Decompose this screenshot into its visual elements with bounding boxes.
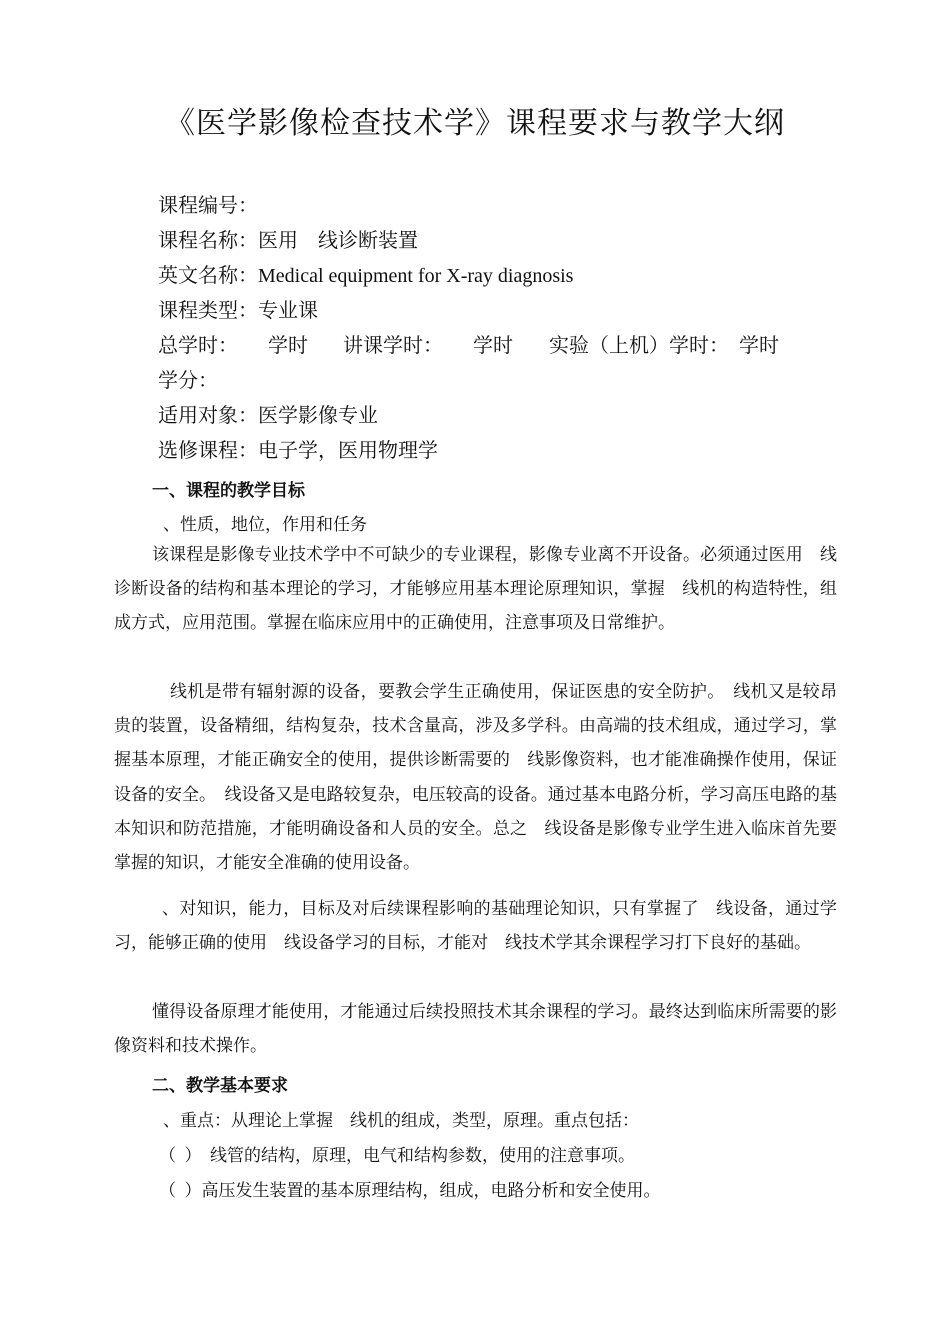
english-name-label: 英文名称： [158,263,258,287]
lecture-hours: 讲课学时： 学时 [343,333,513,357]
audience-line: 适用对象：医学影像专业 [158,403,378,427]
prerequisite-line: 选修课程：电子学，医用物理学 [158,438,438,462]
list-item-1: （ ） 线管的结构，原理，电气和结构参数，使用的注意事项。 [159,1146,635,1166]
english-name-line [158,259,573,288]
list-item-2: （ ）高压发生装置的基本原理结构，组成，电路分析和安全使用。 [159,1181,661,1201]
paragraph-4: 懂得设备原理才能使用，才能通过后续投照技术其余课程的学习。最终达到临床所需要的影像资料和技术操作。 [114,1002,837,1057]
paragraph-1: 该课程是影像专业技术学中不可缺少的专业课程，影像专业离不开设备。必须通过医用 线诊断设备的结构和基本理论的学习，才能够应用基本理论原理知识，掌握 线机的构造特性，组成方式，应用范围。掌握在临床应用中的正确使用，注意事项及日常维护。 [114,545,837,634]
credits-line: 学分： [158,368,218,392]
english-name-value: Medical equipment for X-ray diagnosis [258,265,574,287]
hours-line [158,329,779,358]
section-1-subheading: 、性质，地位，作用和任务 [163,515,367,535]
course-code-line: 课程编号： [158,193,258,217]
section-2-subheading: 、重点：从理论上掌握 线机的组成，类型，原理。重点包括： [163,1111,639,1131]
course-name-line: 课程名称：医用 线诊断装置 [158,228,418,252]
document-title: 《医学影像检查技术学》课程要求与教学大纲 [165,106,785,141]
paragraph-2: 线机是带有辐射源的设备，要教会学生正确使用，保证医患的安全防护。 线机又是较昂贵的装置，设备精细，结构复杂，技术含量高，涉及多学科。由高端的技术组成，通过学习，掌握基本原理，才能正确安全的使用，提供诊断需要的 线影像资料，也才能准确操作使用，保证设备的安全。 线设备又是电路较复杂，电压较高的设备。通过基本电路分析，学习高压电路的基本知识和防范措施，才能明确设备和人员的安全。总之 线设备是影像专业学生进入临床首先要掌握的知识，才能安全准确的使用设备。 [114,682,837,874]
total-hours: 总学时： 学时 [158,333,308,357]
course-type-line: 课程类型：专业课 [158,298,318,322]
paragraph-3: 、对知识，能力，目标及对后续课程影响的基础理论知识，只有掌握了 线设备，通过学习，能够正确的使用 线设备学习的目标，才能对 线技术学其余课程学习打下良好的基础。 [114,899,837,954]
lab-hours: 实验（上机）学时： 学时 [549,333,779,357]
section-2-heading: 二、教学基本要求 [152,1076,288,1096]
section-1-heading: 一、课程的教学目标 [152,481,305,501]
